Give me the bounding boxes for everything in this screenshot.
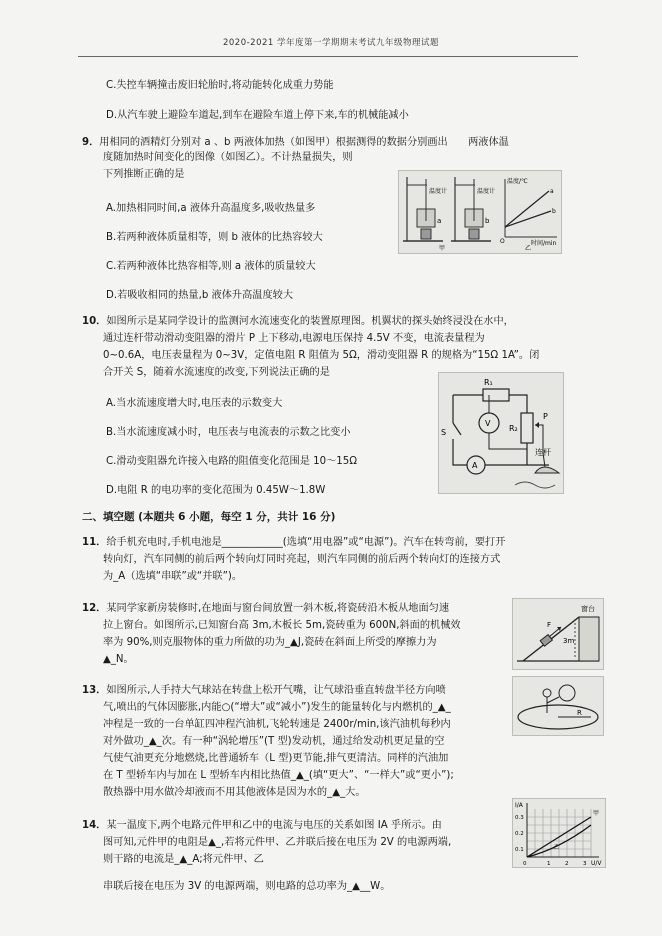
q8-option-c: C.失控车辆撞击废旧轮胎时,将动能转化成重力势能 [106,80,334,91]
q10-stem-line3: 0~0.6A，电压表量程为 0~3V，定值电阻 R 阻值为 5Ω，滑动变阻器 R 的规格为“15Ω 1A”。闭 [103,350,540,361]
person-head [543,689,551,697]
q9-number: 9． [82,137,100,148]
q14-number: 14． [82,820,107,831]
label-height: 3m [563,637,575,645]
label-radius: R [577,709,582,717]
q11-number: 11． [82,537,107,548]
q10-stem-line1 [82,315,514,329]
q8-option-d: D.从汽车驶上避险车道起,到车在避险车道上停下来,车的机械能减小 [106,110,409,121]
q14-stem-line2: 图可知,元件甲的电阻是▲_,若将元件甲、乙并联后接在电压为 2V 的电源两端, [103,837,452,848]
label-a: A [472,461,478,470]
q9-graph-origin: O [500,238,505,245]
q9-graph-ylabel: 温度/℃ [507,178,528,185]
q9-stem-line1 [82,136,509,150]
q9-thermo2-label: 温度计 [477,188,496,195]
resistor-r1 [483,389,509,401]
q9-figure [398,170,562,254]
q13-turntable-svg [513,677,603,735]
q9-option-a: A.加热相同时间,a 液体升高温度多,吸收热量多 [106,203,316,214]
label-rod: 连杆 [535,448,551,457]
q10-option-c: C.滑动变阻器允许接入电路的阻值变化范围是 10～15Ω [106,456,358,467]
q14-stem-line1 [82,819,442,833]
q12-stem-line2: 拉上窗台。如图所示,已知窗台高 3m,木板长 5m,瓷砖重为 600N,斜面的机械效 [103,620,461,631]
q12-stem-line1 [82,602,449,616]
q11-stem-line3: 为_A（选填“串联”或“并联”)。 [103,571,243,582]
q9-stem-line2: 度随加热时间变化的图像（如图乙）。不计热量损失，则 [103,152,353,163]
q9-thermo1-label: 温度计 [429,188,448,195]
q14-ytick-02: 0.2 [515,831,524,837]
q9-option-d: D.若吸收相同的热量,b 液体升高温度较大 [106,290,294,301]
q11-text-1: 给手机充电时,手机电池是____________(选填“用电器”或“电源”)。汽车在转弯前，要打开 [106,537,506,548]
q13-stem-line4: 对外做功_▲_次。有一种“涡轮增压”(T 型)发动机，通过给发动机更足量的空 [103,736,445,747]
q14-label-yi: 乙 [553,844,560,851]
label-v: V [485,419,491,428]
q9-stem-line3: 下列推断正确的是 [103,169,185,180]
q14-ytick-03: 0.3 [515,815,524,821]
q13-figure [512,676,604,736]
q11-stem-line1 [82,536,505,550]
label-p: P [543,412,548,421]
wing-probe [535,467,559,473]
q9-option-b: B.若两种液体质量相等，则 b 液体的比热容较大 [106,232,323,243]
q13-stem-line5: 气使气油更充分地燃烧,比普通轿车（L 型)更节能,排气更清洁。同样的汽油加 [103,753,449,764]
q9-graph-xlabel: 时间/min [531,240,557,247]
q9-label-a: a [437,217,442,225]
q13-stem-line6: 在 T 型轿车内与加在 L 型轿车内相比热值_▲_(填“更大”、“一样大”或“更小”); [103,770,454,781]
q14-xtick-3: 3 [583,861,587,867]
q14-iv-graph-svg [513,799,605,867]
q14-xtick-0: 0 [523,861,527,867]
q10-option-d: D.电阻 R 的电功率的变化范围为 0.45W～1.8W [106,485,326,496]
q10-text-1: 如图所示是某同学设计的监测河水流速变化的装置原理图。机翼状的探头始终浸没在水中， [106,316,514,327]
q10-stem-line2: 通过连杆带动滑动变阻器的滑片 P 上下移动,电源电压保持 4.5V 不变，电流表量程为 [103,333,485,344]
q9-option-c: C.若两种液体比热容相等,则 a 液体的质量较大 [106,261,316,272]
q13-stem-line3: 冲程是一致的一台单缸四冲程汽油机,飞轮转速是 2400r/min,该汽油机每秒内 [103,719,451,730]
rheostat-r2 [521,413,533,443]
q14-xtick-2: 2 [565,861,569,867]
window-sill-wall [579,617,599,661]
header-rule [78,56,578,57]
q14-xlabel: U/V [591,860,602,867]
q9-line-b [505,211,551,227]
q11-stem-line2: 转向灯，汽车同侧的前后两个转向灯同时亮起，则汽车同侧的前后两个转向灯的连接方式 [103,554,501,565]
q9-figure-svg [399,171,561,253]
q13-stem-line2: 气,喷出的气体因膨胀,内能○(“增大”或“减小”)发生的能量转化与内燃机的_▲_ [103,702,451,713]
q9-graph-label-a: a [550,188,554,195]
q14-label-jia: 甲 [593,810,600,817]
label-sill: 窗台 [581,605,595,613]
label-r1: R₁ [484,378,493,387]
q9-line-a [505,191,549,227]
q13-number: 13． [82,685,107,696]
q13-text-1: 如图所示,人手持大气球站在转盘上松开气嘴，让气球沿垂直转盘半径方向喷 [106,685,446,696]
q12-text-1: 某同学家新房装修时,在地面与窗台间放置一斜木板,将瓷砖沿木板从地面匀速 [106,603,450,614]
q13-stem-line1 [82,684,446,698]
q14-ytick-01: 0.1 [515,847,524,853]
q13-stem-line7: 散热器中用水做冷却液而不用其他液体是因为水的_▲_大。 [103,787,366,798]
q10-circuit-svg [439,373,563,493]
balloon [559,685,575,701]
q14-text-1: 某一温度下,两个电路元件甲和乙中的电流与电压的关系如图 IA 乎所示。由 [106,820,442,831]
q12-figure [512,598,604,670]
label-force: F [547,621,552,629]
page-header: 2020-2021 学年度第一学期期末考试九年级物理试题 [222,38,440,48]
q10-option-b: B.当水流速度减小时，电压表与电流表的示数之比变小 [106,427,351,438]
q12-incline-svg [513,599,603,669]
section-fill-blank-title: 二、填空题 (本题共 6 小题，每空 1 分，共计 16 分) [82,511,336,523]
q9-text-1: 用相同的酒精灯分别对 a 、b 两液体加热（如图甲）根据测得的数据分别画出 两液体温 [99,137,509,148]
q9-label-b: b [485,217,490,225]
q12-number: 12． [82,603,107,614]
label-s: S [441,428,447,437]
q14-stem-line3: 则干路的电流是_▲_A;将元件甲、乙 [103,854,264,865]
q12-stem-line4: ▲_N。 [103,654,134,665]
q9-caption-yi: 乙 [525,245,532,252]
q14-figure [512,798,606,868]
q14-ylabel: I/A [515,802,523,809]
q14-stem-line4: 串联后接在电压为 3V 的电源两端，则电路的总功率为_▲__W。 [103,881,391,892]
q14-xtick-1: 1 [547,861,551,867]
q9-graph-label-b: b [552,208,556,215]
label-r2: R₂ [509,424,518,433]
q12-stem-line3: 率为 90%,则克服物体的重力所做的功为_▲J,瓷砖在斜面上所受的摩擦力为 [103,637,437,648]
q9-caption-jia: 甲 [439,245,446,252]
q10-number: 10． [82,316,107,327]
q10-option-a: A.当水流速度增大时,电压表的示数变大 [106,398,283,409]
q10-stem-line4: 合开关 S，随着水流速度的改变,下列说法正确的是 [103,367,330,378]
q10-figure [438,372,564,494]
